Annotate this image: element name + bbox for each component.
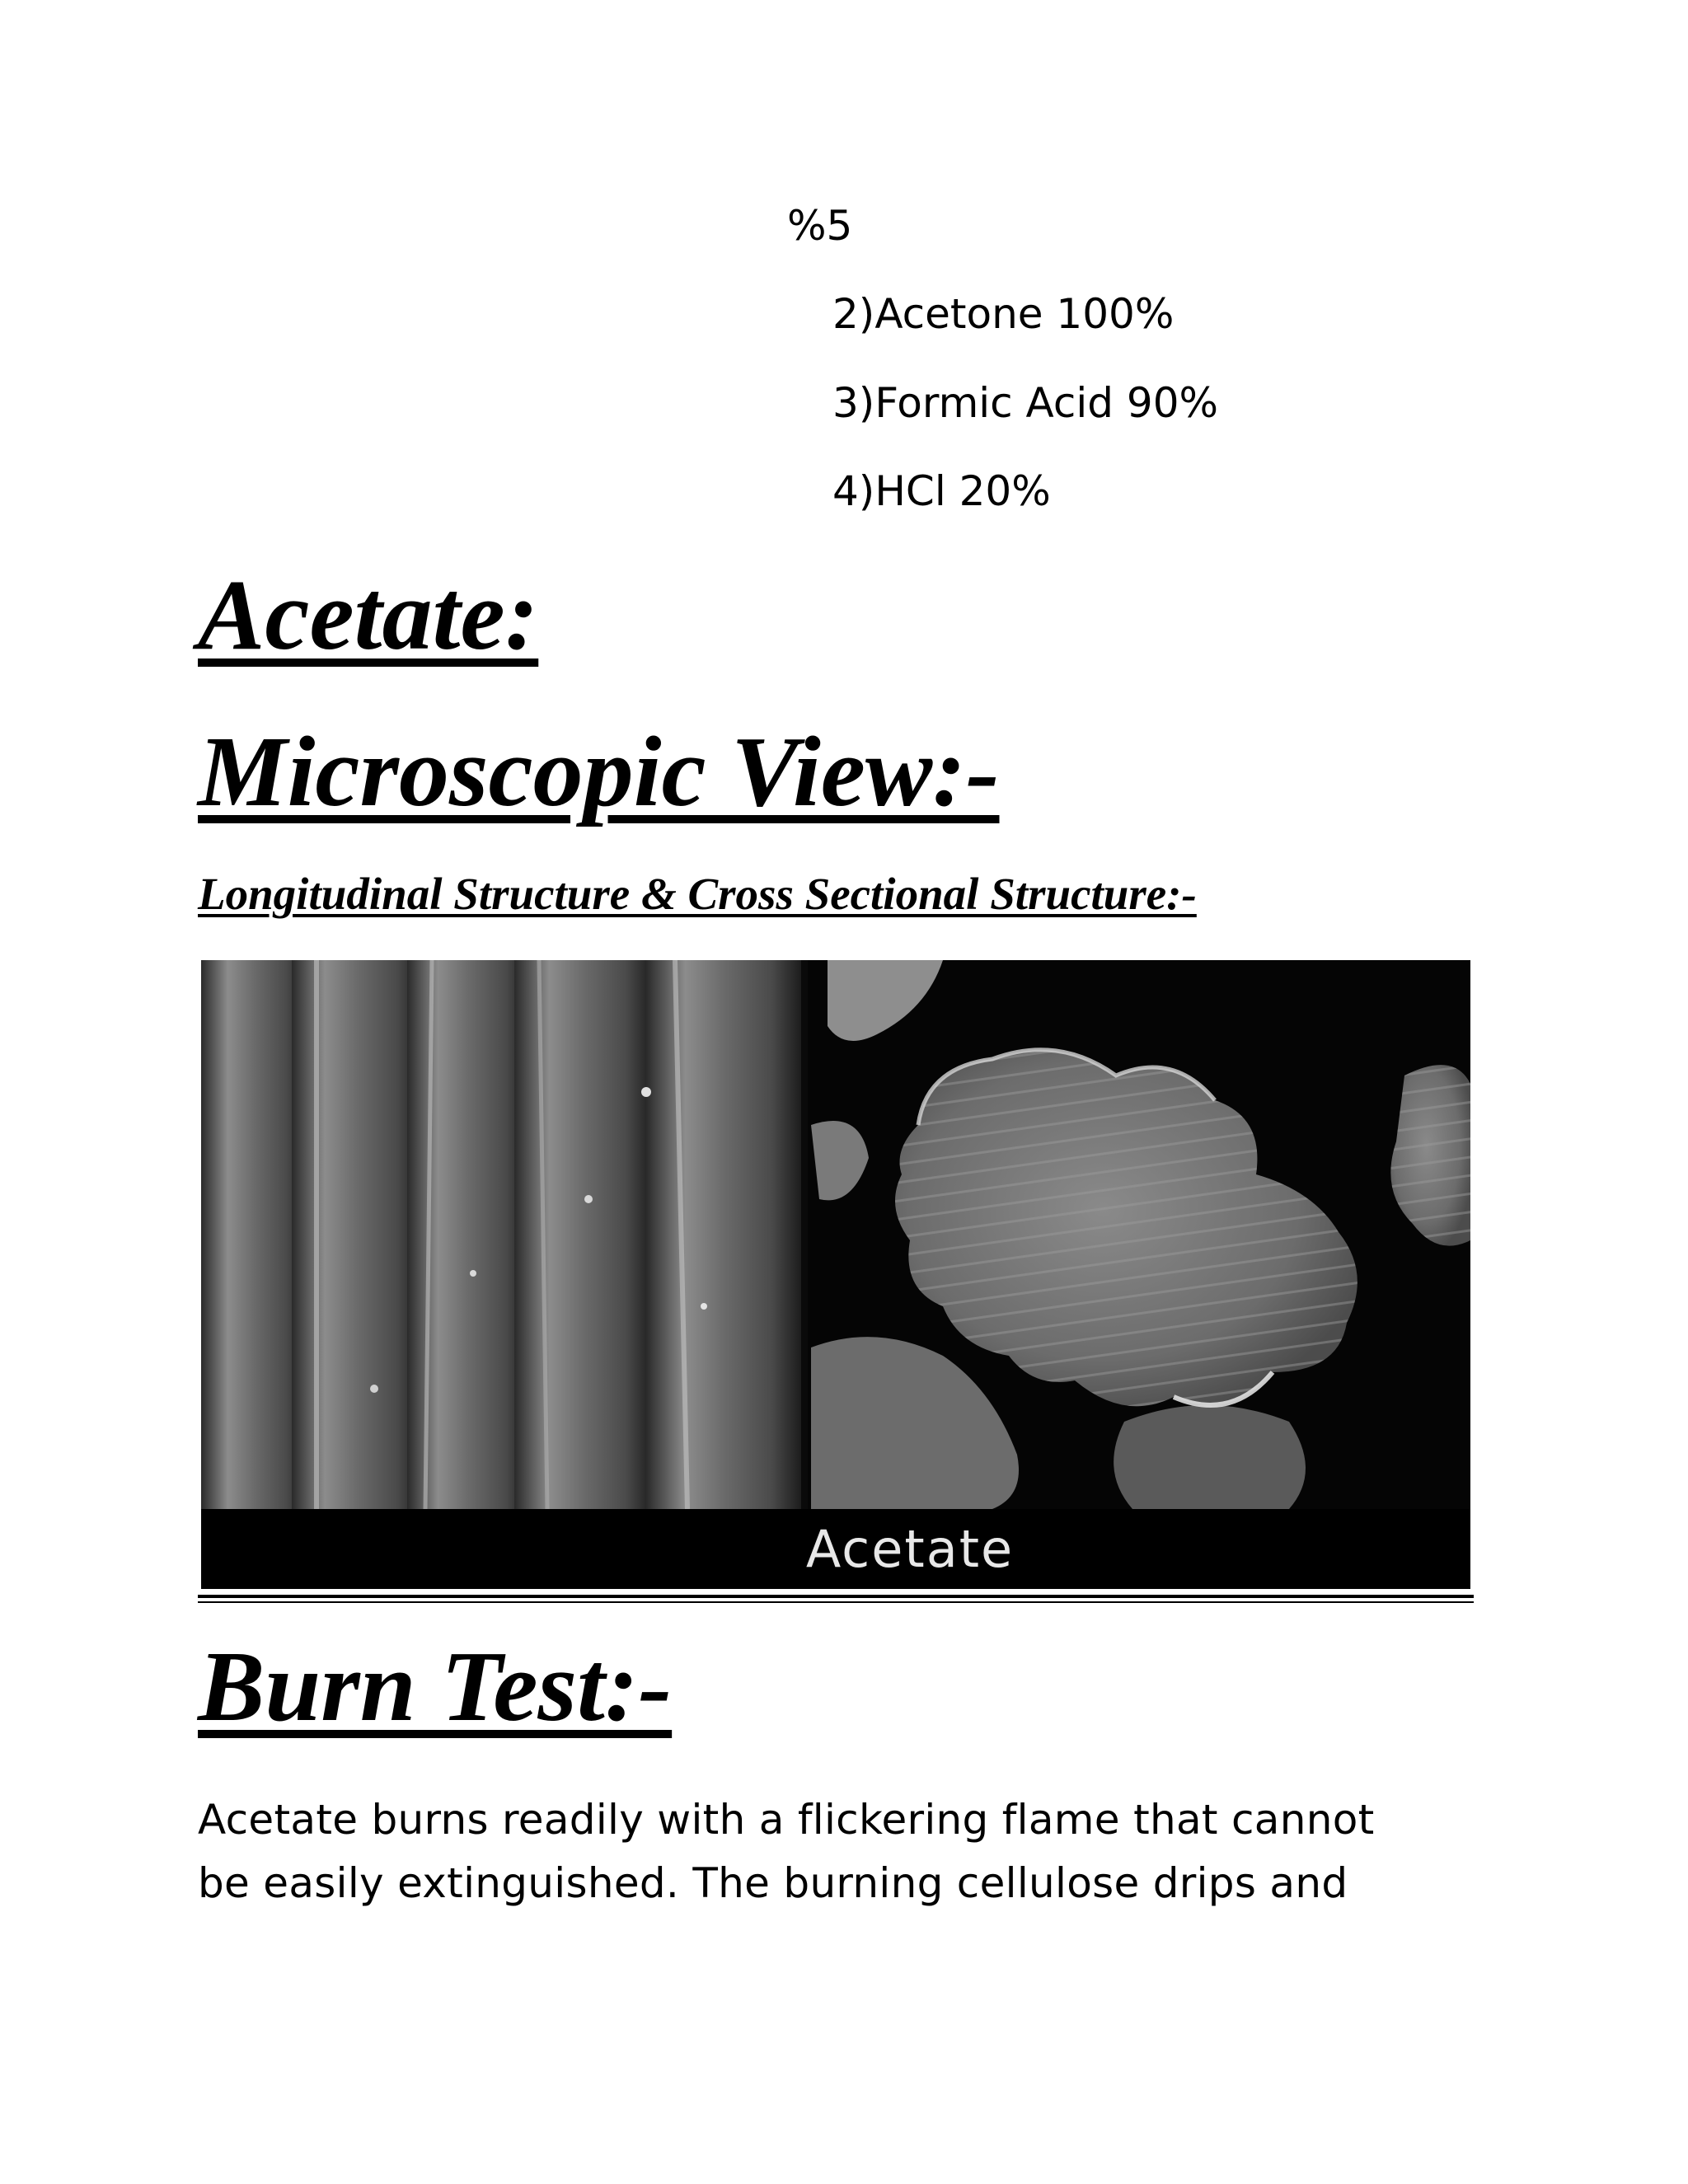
list-item-acetone: 2)Acetone 100%: [832, 290, 1175, 338]
section-title: Acetate:: [198, 560, 539, 671]
figure-divider-line: [198, 1595, 1474, 1598]
acetate-micrograph-image: [201, 960, 1470, 1589]
burn-test-line: be easily extinguished. The burning cellulose drips and: [198, 1859, 1348, 1907]
list-fragment: %5: [787, 202, 853, 250]
figure-divider-line: [198, 1601, 1474, 1603]
list-item-hcl: 4)HCl 20%: [832, 467, 1051, 515]
burn-test-line: Acetate burns readily with a flickering flame that cannot: [198, 1796, 1375, 1844]
burn-test-heading: Burn Test:-: [198, 1631, 673, 1742]
structure-subheading: Longitudinal Structure & Cross Sectional Structure:-: [198, 869, 1197, 919]
burn-test-paragraph: [198, 1788, 1500, 1915]
figure-caption: Acetate: [805, 1519, 1015, 1579]
list-item-formic-acid: 3)Formic Acid 90%: [832, 379, 1219, 427]
microscopic-view-heading: Microscopic View:-: [198, 716, 1000, 827]
micrograph-illustration: [201, 960, 1470, 1509]
